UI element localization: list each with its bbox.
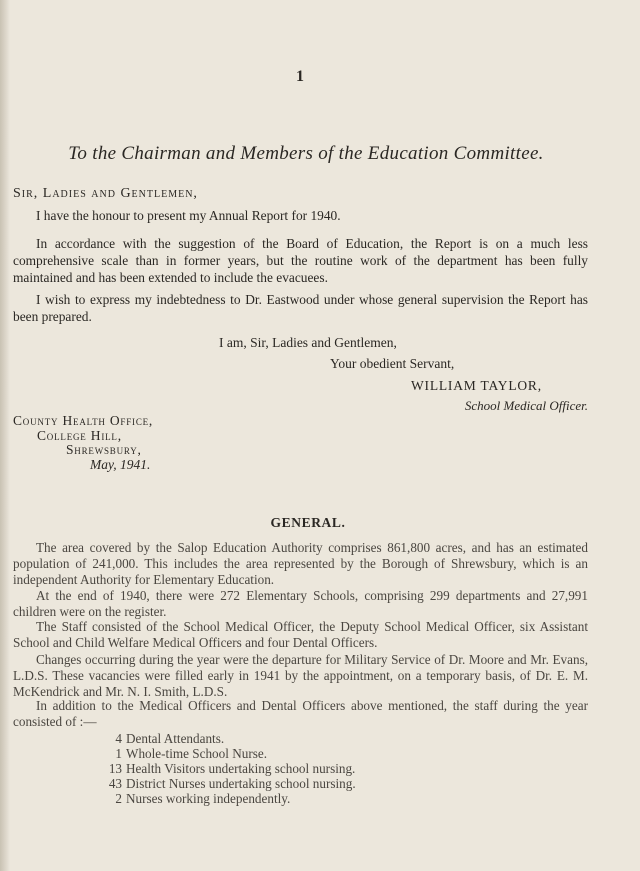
- document-title: To the Chairman and Members of the Education Committee.: [68, 143, 544, 164]
- list-item: [100, 746, 356, 761]
- address-line: County Health Office,: [13, 413, 154, 428]
- staff-label: Health Visitors undertaking school nursing.: [126, 761, 356, 776]
- closing-line: Your obedient Servant,: [330, 356, 455, 371]
- list-item: [100, 791, 356, 806]
- address-date: May, 1941.: [90, 457, 151, 472]
- signature-role: School Medical Officer.: [464, 398, 588, 413]
- page-number: 1: [296, 68, 304, 85]
- general-paragraph: The area covered by the Salop Education Authority comprises 861,800 acres, and has an estimated population of 241,000. This includes the area represented by the Borough of Shrewsbury, which is an independent Authority for Elementary Education.: [13, 540, 588, 587]
- list-item: [100, 731, 356, 746]
- intro-paragraph: I have the honour to present my Annual Report for 1940.: [36, 208, 341, 223]
- intro-paragraph: In accordance with the suggestion of the Board of Education, the Report is on a much less comprehensive scale than in former years, but the routine work of the department has been fully maintained and has been extended to include the evacuees.: [13, 236, 588, 285]
- staff-count: 4: [115, 731, 122, 746]
- general-paragraph: Changes occurring during the year were the departure for Military Service of Dr. Moore and Mr. Evans, L.D.S. These vacancies were filled early in 1941 by the appointment, on a temporary basis, of Dr. E. M. McKendrick and Mr. N. I. Smith, L.D.S.: [13, 652, 588, 699]
- general-paragraph: At the end of 1940, there were 272 Elementary Schools, comprising 299 departments and 27,991 children were on the register.: [13, 588, 588, 619]
- staff-count: 1: [115, 746, 122, 761]
- staff-list: [100, 731, 356, 806]
- section-heading: GENERAL.: [270, 515, 346, 530]
- salutation: Sir, Ladies and Gentlemen,: [13, 186, 198, 201]
- signature-name: WILLIAM TAYLOR,: [411, 378, 542, 393]
- address-line: Shrewsbury,: [66, 442, 142, 457]
- page-binding-edge: [0, 0, 10, 871]
- staff-label: Whole-time School Nurse.: [126, 746, 267, 761]
- intro-paragraph: I wish to express my indebtedness to Dr. Eastwood under whose general supervision the Report has been prepared.: [13, 292, 588, 324]
- staff-label: District Nurses undertaking school nursing.: [126, 776, 356, 791]
- list-item: [100, 761, 356, 776]
- general-paragraph: The Staff consisted of the School Medical Officer, the Deputy School Medical Officer, six Assistant School and Child Welfare Medical Officers and four Dental Officers.: [13, 619, 588, 650]
- general-paragraph: In addition to the Medical Officers and Dental Officers above mentioned, the staff during the year consisted of :—: [13, 698, 588, 729]
- list-item: [100, 776, 356, 791]
- staff-count: 13: [108, 761, 122, 776]
- staff-label: Dental Attendants.: [126, 731, 225, 746]
- closing-line: I am, Sir, Ladies and Gentlemen,: [219, 335, 397, 350]
- staff-count: 43: [108, 776, 122, 791]
- address-line: College Hill,: [37, 428, 122, 443]
- staff-label: Nurses working independently.: [126, 791, 291, 806]
- staff-count: 2: [115, 791, 122, 806]
